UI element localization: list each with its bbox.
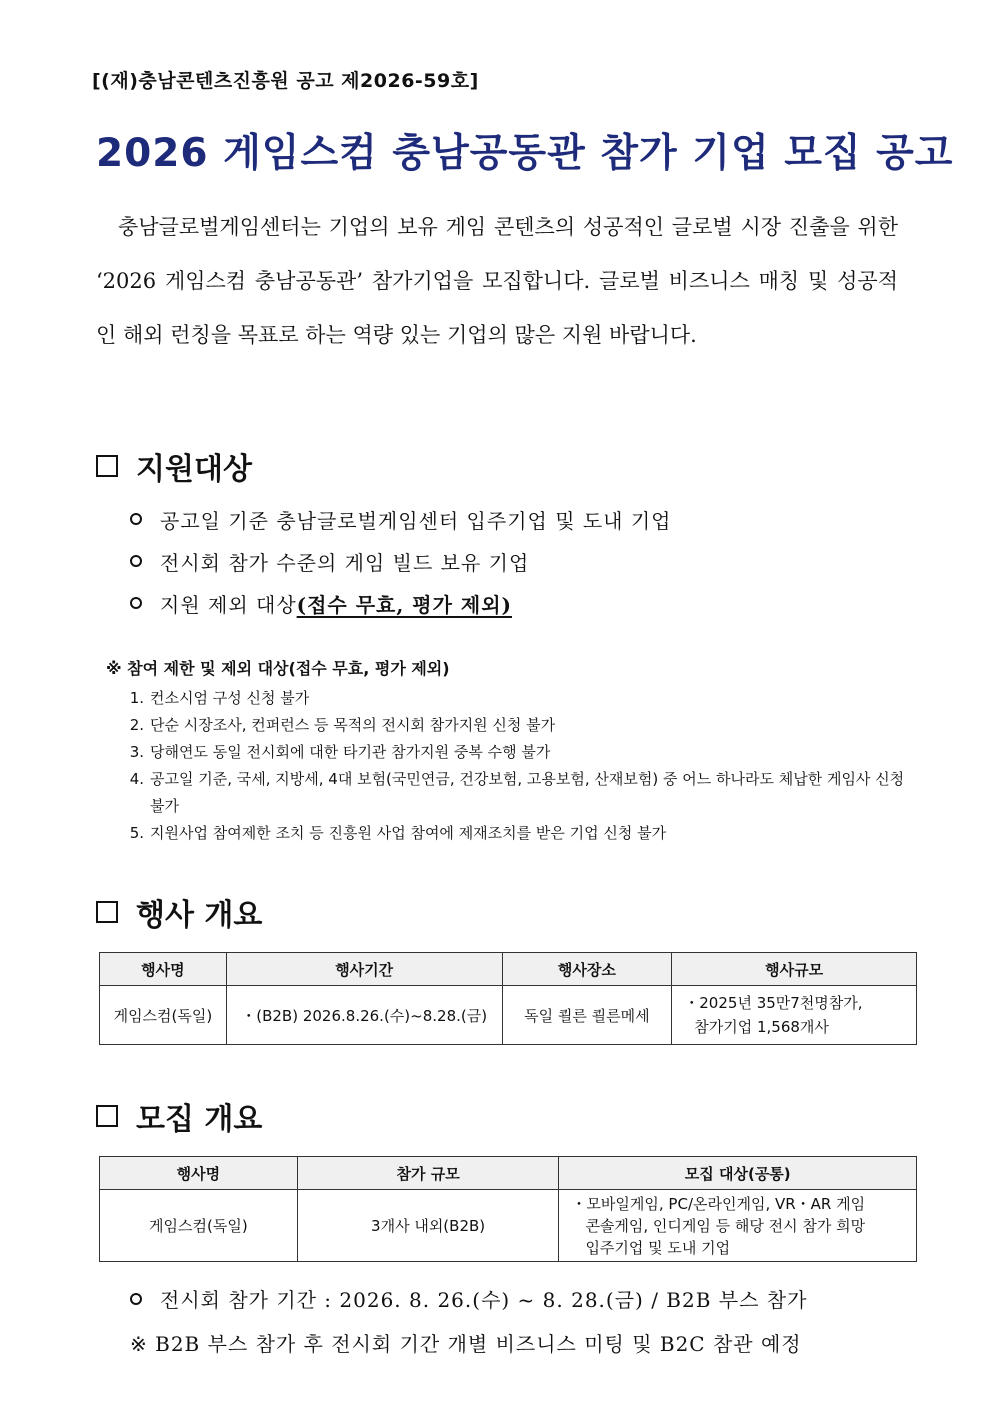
column-header: 모집 대상(공통) bbox=[559, 1157, 917, 1190]
circle-bullet-icon bbox=[130, 597, 142, 609]
support-target-list bbox=[130, 498, 672, 624]
restriction-item: 1. 컨소시엄 구성 신청 불가 bbox=[129, 689, 310, 707]
event-venue-cell: 독일 쾰른 쾰른메세 bbox=[502, 986, 672, 1045]
restriction-item: 4. 공고일 기준, 국세, 지방세, 4대 보험(국민연금, 건강보험, 고용보험, 산재보험) 중 어느 하나라도 체납한 게임사 신청불가 bbox=[129, 770, 905, 815]
list-item: 지원 제외 대상 (접수 무효, 평가 제외) bbox=[130, 582, 672, 624]
section-heading-label: 행사 개요 bbox=[136, 898, 263, 933]
recruit-target-cell: ・모바일게임, PC/온라인게임, VR・AR 게임 콘솔게임, 인디게임 등 해당 전시 참가 희망 입주기업 및 도내 기업 bbox=[559, 1190, 917, 1262]
table-header-row bbox=[100, 1157, 917, 1190]
page-title: 2026 게임스컴 충남공동관 참가 기업 모집 공고 bbox=[96, 131, 954, 176]
column-header: 행사명 bbox=[100, 953, 227, 986]
circle-bullet-icon bbox=[130, 555, 142, 567]
column-header: 행사기간 bbox=[226, 953, 502, 986]
event-name-cell: 게임스컴(독일) bbox=[100, 986, 227, 1045]
recruit-overview-table bbox=[99, 1156, 917, 1262]
restriction-item: 2. 단순 시장조사, 컨퍼런스 등 목적의 전시회 참가지원 신청 불가 bbox=[129, 716, 556, 734]
column-header: 행사규모 bbox=[672, 953, 917, 986]
notice-number: [(재)충남콘텐츠진흥원 공고 제2026-59호] bbox=[92, 70, 479, 92]
circle-bullet-icon bbox=[130, 513, 142, 525]
column-header: 행사장소 bbox=[502, 953, 672, 986]
checkbox-square-icon bbox=[96, 455, 118, 477]
intro-paragraph: 충남글로벌게임센터는 기업의 보유 게임 콘텐츠의 성공적인 글로벌 시장 진출을 위한 ‘2026 게임스컴 충남공동관’ 참가기업을 모집합니다. 글로벌 비즈니스 매칭 및 성공적인 해외 런칭을 목표로 하는 역량 있는 기업의 많은 지원 바랍니다. bbox=[96, 215, 898, 347]
participation-size-cell: 3개사 내외(B2B) bbox=[297, 1190, 559, 1262]
list-item: 공고일 기준 충남글로벌게임센터 입주기업 및 도내 기업 bbox=[130, 498, 672, 540]
section-heading-event-overview bbox=[96, 890, 262, 934]
restrictions-title: ※ 참여 제한 및 제외 대상(접수 무효, 평가 제외) bbox=[106, 659, 450, 678]
table-header-row bbox=[100, 953, 917, 986]
table-row bbox=[100, 1190, 917, 1262]
restriction-item: 3. 당해연도 동일 전시회에 대한 타기관 참가지원 중복 수행 불가 bbox=[129, 743, 551, 761]
checkbox-square-icon bbox=[96, 1105, 118, 1127]
b2b-note-line: ※ B2B 부스 참가 후 전시회 기간 개별 비즈니스 미팅 및 B2C 참관 예정 bbox=[130, 1332, 802, 1356]
event-name-cell: 게임스컴(독일) bbox=[100, 1190, 298, 1262]
list-item: 전시회 참가 수준의 게임 빌드 보유 기업 bbox=[130, 540, 672, 582]
exclusion-emphasis: (접수 무효, 평가 제외) bbox=[296, 592, 512, 617]
section-heading-support-target bbox=[96, 444, 252, 488]
column-header: 행사명 bbox=[100, 1157, 298, 1190]
circle-bullet-icon bbox=[130, 1293, 142, 1305]
event-scale-cell: ・2025년 35만7천명참가, 참가기업 1,568개사 bbox=[672, 986, 917, 1045]
section-heading-recruit-overview bbox=[96, 1094, 262, 1138]
table-row bbox=[100, 986, 917, 1045]
event-overview-table bbox=[99, 952, 917, 1045]
restriction-item: 5. 지원사업 참여제한 조치 등 진흥원 사업 참여에 제재조치를 받은 기업 신청 불가 bbox=[129, 824, 667, 842]
checkbox-square-icon bbox=[96, 901, 118, 923]
event-period-cell: ・(B2B) 2026.8.26.(수)~8.28.(금) bbox=[226, 986, 502, 1045]
restrictions-list bbox=[106, 685, 916, 847]
section-heading-label: 모집 개요 bbox=[136, 1102, 263, 1137]
exhibition-period-line: 전시회 참가 기간 : 2026. 8. 26.(수) ~ 8. 28.(금) / B2B 부스 참가 bbox=[130, 1284, 807, 1313]
section-heading-label: 지원대상 bbox=[136, 452, 252, 487]
column-header: 참가 규모 bbox=[297, 1157, 559, 1190]
restrictions-box bbox=[106, 656, 916, 847]
